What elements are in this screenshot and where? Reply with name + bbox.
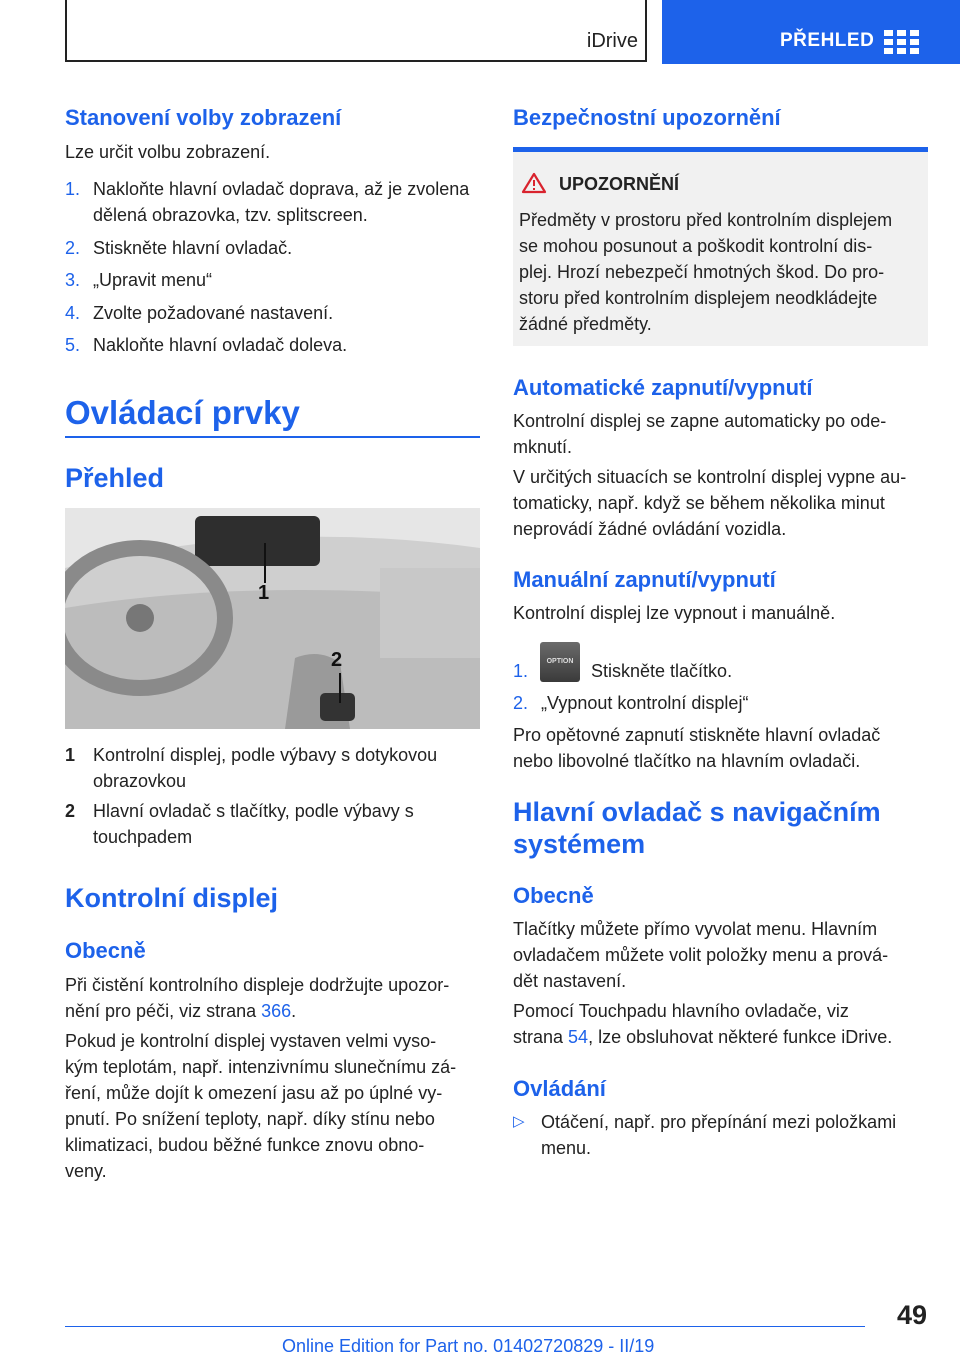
text-line: se mohou posunout a poškodit kontrolní dis- (519, 236, 873, 256)
bullet-text: menu. (541, 1138, 592, 1158)
step-text: Nakloňte hlavní ovladač doprava, až je zvolena (93, 179, 470, 199)
grid-menu-icon[interactable] (884, 30, 920, 54)
step-number: 3. (65, 270, 81, 290)
step-text: Stiskněte hlavní ovladač. (93, 238, 293, 258)
step-number: 2. (65, 238, 81, 258)
text-line: Při čistění kontrolního displeje dodržujte upozor- (65, 975, 450, 995)
section-title: iDrive (586, 30, 638, 52)
page-number: 49 (897, 1300, 928, 1330)
callout-2: 2 (331, 649, 343, 671)
cockpit-illustration (65, 508, 480, 729)
legend-text: touchpadem (93, 827, 193, 847)
text-line: plej. Hrozí nebezpečí hmotných škod. Do pro- (519, 262, 885, 282)
step-text: Nakloňte hlavní ovladač doleva. (93, 335, 348, 355)
heading-control-display: Kontrolní displej (65, 883, 278, 913)
cockpit-photo (65, 508, 480, 729)
footer-edition: Online Edition for Part no. 01402720829 - II/19 (282, 1336, 655, 1356)
text-line: nebo libovolné tlačítko na hlavním ovladači. (513, 751, 861, 771)
heading-operation: Ovládání (513, 1076, 606, 1101)
text-span: nění pro péči, viz strana (65, 1001, 262, 1021)
legend-item (65, 798, 485, 850)
heading-line: systémem (513, 829, 646, 859)
step-text: „Upravit menu“ (93, 270, 213, 290)
text-line: veny. (65, 1161, 107, 1181)
legend-text: Hlavní ovladač s tlačítky, podle výbavy s (93, 801, 414, 821)
warning-title: UPOZORNĚNÍ (559, 174, 680, 194)
text-line: klimatizaci, budou běžné funkce znovu obno- (65, 1135, 425, 1155)
page-link[interactable]: 54 (568, 1027, 589, 1047)
legend-number: 1 (65, 745, 76, 765)
step-number: 1. (513, 661, 529, 681)
paragraph-touchpad (513, 998, 933, 1050)
bullet-item (513, 1109, 933, 1161)
text-line: pnutí. Po snížení teploty, např. díky stínu nebo (65, 1109, 435, 1129)
legend-item (65, 742, 485, 794)
text-line: dět nastavení. (513, 971, 627, 991)
text-line: tomaticky, např. když se během několika minut (513, 493, 885, 513)
header-frame (65, 0, 647, 62)
paragraph-buttons (513, 916, 933, 994)
step-number: 4. (65, 303, 81, 323)
list-item (65, 300, 485, 326)
heading-display-selection: Stanovení volby zobrazení (65, 105, 342, 130)
text-span: . (291, 1001, 297, 1021)
heading-safety: Bezpečnostní upozornění (513, 105, 781, 130)
bullet-text: Otáčení, např. pro přepínání mezi položkami (541, 1112, 897, 1132)
text-line: Pokud je kontrolní displej vystaven velmi vyso- (65, 1031, 437, 1051)
chapter-title: Ovládací prvky (65, 394, 300, 431)
text-line: Předměty v prostoru před kontrolním displejem (519, 210, 893, 230)
text-line: ření, může dojít k omezení jasu až po úplné vy- (65, 1083, 443, 1103)
callout-1: 1 (258, 582, 270, 604)
legend-number: 2 (65, 801, 76, 821)
list-item (513, 690, 933, 716)
list-item (513, 642, 933, 686)
list-item (65, 235, 485, 261)
option-button-icon: OPTION (540, 642, 580, 682)
text-line: žádné předměty. (519, 314, 652, 334)
heading-overview: Přehled (65, 463, 165, 493)
heading-general: Obecně (65, 938, 146, 963)
step-text: Zvolte požadované nastavení. (93, 303, 334, 323)
text-line (65, 998, 485, 1024)
heading-line: Hlavní ovladač s navigačním (513, 797, 881, 827)
text-line: storu před kontrolním displejem neodkládejte (519, 288, 878, 308)
step-text: dělená obrazovka, tzv. splitscreen. (93, 205, 368, 225)
warning-text (519, 207, 924, 337)
legend-text: obrazovkou (93, 771, 187, 791)
list-item (65, 332, 485, 358)
chapter-rule (65, 436, 480, 438)
heading-manual-onoff: Manuální zapnutí/vypnutí (513, 567, 776, 592)
text-line (513, 1024, 933, 1050)
warning-box (513, 147, 928, 346)
paragraph: Lze určit volbu zobrazení. (65, 142, 271, 162)
page-link[interactable]: 366 (261, 1001, 292, 1021)
step-number: 2. (513, 693, 529, 713)
text-line: kým teplotám, např. intenzivnímu slunečnímu zá- (65, 1057, 457, 1077)
text-line: ovladačem můžete volit položky menu a prová- (513, 945, 889, 965)
text-line: mknutí. (513, 437, 573, 457)
paragraph-temperature (65, 1028, 485, 1184)
text-line: Pro opětovné zapnutí stiskněte hlavní ovladač (513, 725, 881, 745)
text-line: neprovádí žádné ovládání vozidla. (513, 519, 787, 539)
heading-general: Obecně (513, 883, 594, 908)
step-text: Stiskněte tlačítko. (591, 661, 733, 681)
paragraph-auto-2 (513, 464, 933, 542)
list-item (65, 267, 485, 293)
warning-triangle-icon (521, 172, 547, 194)
paragraph-auto-1 (513, 408, 933, 460)
text-span: , lze obsluhovat některé funkce iDrive. (588, 1027, 893, 1047)
text-line: Kontrolní displej se zapne automaticky po ode- (513, 411, 887, 431)
footer-rule (65, 1326, 865, 1327)
text-line: V určitých situacích se kontrolní displej vypne au- (513, 467, 907, 487)
paragraph-cleaning (65, 972, 485, 1024)
paragraph-manual-2 (513, 722, 933, 774)
step-number: 5. (65, 335, 81, 355)
list-item (65, 176, 485, 228)
text-line: Pomocí Touchpadu hlavního ovladače, viz (513, 1001, 849, 1021)
text-line: Tlačítky můžete přímo vyvolat menu. Hlavním (513, 919, 878, 939)
step-text: „Vypnout kontrolní displej“ (541, 693, 749, 713)
overview-tab-label[interactable]: PŘEHLED (780, 30, 875, 51)
bullet-triangle-icon: ▷ (513, 1113, 525, 1130)
heading-auto-onoff: Automatické zapnutí/vypnutí (513, 375, 813, 400)
paragraph-manual: Kontrolní displej lze vypnout i manuálně. (513, 603, 836, 623)
text-span: strana (513, 1027, 569, 1047)
step-number: 1. (65, 179, 81, 199)
legend-text: Kontrolní displej, podle výbavy s dotykovou (93, 745, 438, 765)
heading-main-controller (513, 796, 933, 860)
